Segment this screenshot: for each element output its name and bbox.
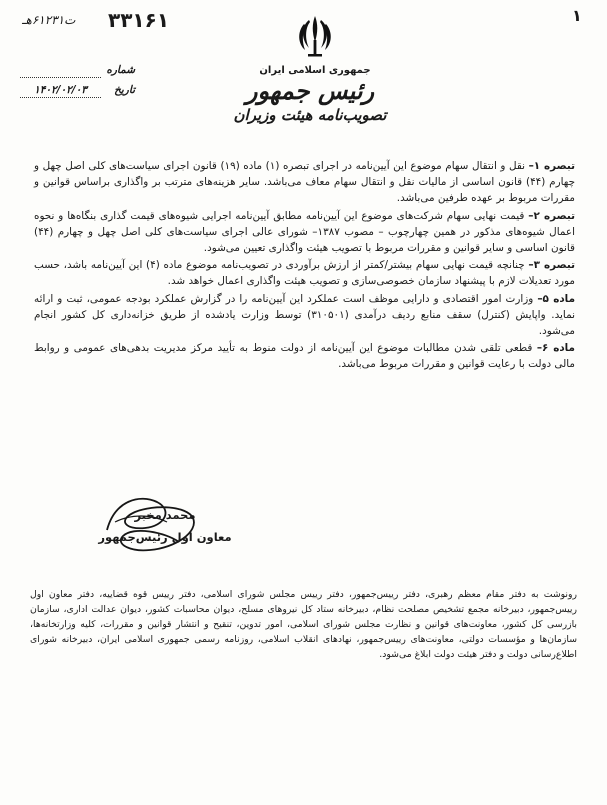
document-type: تصویب‌نامه هیئت وزیران	[233, 106, 387, 124]
page-mark: ۱	[572, 6, 582, 25]
paragraph-text: وزارت امور اقتصادی و دارایی موظف است عملکرد این آیین‌نامه را در گزارش عملکرد بودجه عمومی، ثبت و ارائه نماید. واپایش (کنترل) سقف منابع ردیف درآمدی (۳۱۰۵۰۱) توسط وزارت یادشده از طریق خزانه‌داری کل کشور انجام می‌شود.	[34, 292, 575, 338]
country-name: جمهوری اسلامی ایران	[259, 65, 371, 76]
signatory-name: محمد مخبر	[134, 508, 196, 522]
distribution-list: رونوشت به دفتر مقام معظم رهبری، دفتر رییس‌جمهور، دفتر رییس مجلس شورای اسلامی، دفتر رییس قوه قضاییه، دفتر معاون اول رییس‌جمهور، دبیرخانه مجمع تشخیص مصلحت نظام، دبیرخانه ستاد کل نیروهای مسلح، دیوان محاسبات کشور، دیوان عدالت اداری، سازمان بازرسی کل کشور، معاونت‌های قوانین و نظارت مجلس شورای اسلامی، امور تدوین، تنقیح و انتشار قوانین و مقررات، کلیه وزارتخانه‌ها، سازمان‌ها و مؤسسات دولتی، معاونت‌های رییس‌جمهور، نهادهای انقلاب اسلامی، روزنامه رسمی جمهوری اسلامی ایران، دبیرخانه شورای اطلاع‌رسانی دولت و دفتر هیئت دولت ابلاغ می‌شود.	[30, 589, 577, 661]
paragraph-text: قیمت نهایی سهام شرکت‌های موضوع این آیین‌نامه مطابق آیین‌نامه اجرایی شیوه‌های قیمت گذاری بنگاه‌ها و نحوه اعمال شیوه‌های مذکور در همین چهارچوب – مصوب ۱۳۸۷– شورای عالی اجرای سیاست‌های کلی اصل چهل و چهارم (۴۴) قانون اساسی و سایر قوانین و مقررات مربوط با تصویب هیئت واگذاری تعیین می‌شود.	[34, 209, 575, 255]
paragraph-note-3	[34, 257, 575, 289]
paragraph-text: نقل و انتقال سهام موضوع این آیین‌نامه در اجرای تبصره (۱) ماده (۱۹) قانون اجرای سیاست‌های کلی اصل چهل و چهارم (۴۴) قانون اساسی از مالیات نقل و انتقال سهام معاف می‌باشد. سایر هزینه‌های مترتب بر واگذاری براساس قوانین و مقررات مربوط بر عهده طرفین می‌باشد.	[34, 160, 575, 205]
paragraph-heading: تبصره ۱–	[528, 160, 575, 172]
paragraph-article-6	[34, 340, 575, 372]
office-title: رئیس جمهور	[245, 76, 375, 105]
document-number: ۳۳۱۶۱	[108, 8, 170, 32]
number-value	[20, 64, 101, 78]
paragraph-heading: تبصره ۳–	[528, 259, 575, 272]
number-label: شماره	[106, 64, 135, 76]
paragraph-article-5	[34, 291, 575, 340]
paragraph-note-1	[34, 158, 575, 207]
signature-scribble	[95, 492, 205, 562]
paragraph-heading: ماده ۵–	[537, 292, 576, 305]
paragraph-heading: ماده ۶–	[536, 342, 575, 355]
paragraph-note-2	[34, 208, 575, 257]
document-reference: ت۶۱۲۳۱هـ	[22, 13, 76, 27]
number-field	[20, 64, 135, 80]
date-field	[20, 84, 135, 100]
paragraph-heading: تبصره ۲–	[528, 209, 575, 222]
paragraph-text: قطعی تلقی شدن مطالبات موضوع این آیین‌نامه از دولت منوط به تأیید مرکز مدیریت بدهی‌های عمومی و روابط مالی دولت با رعایت قوانین و مقررات مربوط می‌باشد.	[34, 342, 575, 371]
national-emblem-icon	[295, 12, 335, 62]
signatory-title: معاون اول رئیس‌جمهور	[98, 530, 232, 544]
paragraph-text: چنانچه قیمت نهایی سهام بیشتر/کمتر از ارزش برآوردی در تصویب‌نامه موضوع ماده (۴) این آیین‌نامه باشد، حسب مورد تعدیلات لازم با پیشنهاد سازمان خصوصی‌سازی و تصویب هیئت واگذاری اعمال خواهد شد.	[34, 259, 575, 288]
date-value: ۱۴۰۲/۰۲/۰۳	[20, 84, 101, 98]
date-label: تاریخ	[114, 84, 135, 96]
decree-body	[34, 158, 575, 374]
